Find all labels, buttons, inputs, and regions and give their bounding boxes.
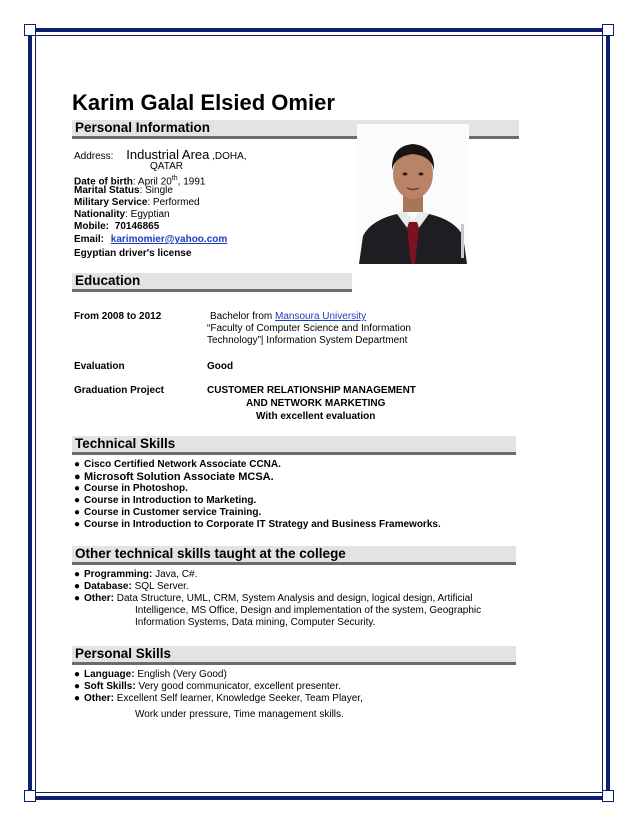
other-skills-list	[74, 569, 472, 605]
list-item	[74, 581, 472, 593]
soft-skills-value: Very good communicator, excellent presenter.	[135, 681, 341, 692]
degree-row	[210, 311, 366, 323]
bullet-icon: ●	[74, 483, 81, 494]
bullet-icon: ●	[74, 507, 81, 518]
programming-value: Java, C#.	[152, 569, 198, 580]
list-item	[74, 495, 441, 507]
email-row	[74, 234, 227, 246]
address-value: Industrial Area	[126, 147, 210, 162]
skill-text: Course in Introduction to Corporate IT Strategy and Business Frameworks.	[84, 519, 441, 530]
soft-skills-label: Soft Skills:	[84, 681, 136, 692]
list-item	[74, 471, 441, 483]
bullet-icon: ●	[74, 471, 81, 483]
bullet-icon: ●	[74, 495, 81, 506]
list-item	[74, 693, 363, 705]
language-value: English (Very Good)	[134, 669, 227, 680]
list-item	[74, 569, 472, 581]
dob-label: Date of birth	[74, 176, 133, 188]
profile-photo	[357, 124, 469, 264]
nationality-value: : Egyptian	[125, 209, 170, 220]
bullet-icon: ●	[74, 569, 81, 580]
marital-value: : Single	[139, 185, 173, 196]
other-line-3: Information Systems, Data mining, Computer Security.	[135, 617, 376, 628]
technical-skills-list	[74, 459, 441, 531]
degree-prefix: Bachelor from	[210, 311, 276, 322]
address-label: Address:	[74, 151, 114, 162]
corner-ornament	[602, 790, 614, 802]
list-item	[74, 593, 472, 605]
nationality-label: Nationality	[74, 209, 126, 220]
section-technical-skills: Technical Skills	[72, 436, 516, 455]
personal-other-line-2: Work under pressure, Time management skills.	[135, 709, 344, 720]
military-row	[74, 197, 200, 209]
other-label: Other:	[84, 593, 114, 604]
mobile-value: 70146865	[114, 221, 160, 232]
list-item	[74, 507, 441, 519]
database-label: Database:	[84, 581, 132, 592]
language-label: Language:	[84, 669, 135, 680]
personal-skills-list	[74, 669, 363, 705]
skill-text: Course in Customer service Training.	[84, 507, 262, 518]
marital-label: Marital Status	[74, 185, 140, 196]
list-item	[74, 681, 363, 693]
dob-suffix: th	[171, 175, 178, 182]
bullet-icon: ●	[74, 593, 81, 604]
university-link[interactable]: Mansoura University	[275, 311, 367, 322]
bullet-icon: ●	[74, 581, 81, 592]
bullet-icon: ●	[74, 681, 81, 692]
list-item	[74, 483, 441, 495]
dob-year: , 1991	[177, 176, 206, 188]
skill-text: Course in Photoshop.	[84, 483, 188, 494]
section-personal-skills: Personal Skills	[72, 646, 516, 665]
candidate-name: Karim Galal Elsied Omier	[72, 90, 335, 115]
military-label: Military Service	[74, 197, 148, 208]
bullet-icon: ●	[74, 693, 81, 704]
corner-ornament	[24, 790, 36, 802]
list-item	[74, 669, 363, 681]
nationality-row	[74, 209, 170, 221]
project-line-2: AND NETWORK MARKETING	[246, 398, 386, 409]
license-text: Egyptian driver's license	[74, 248, 192, 259]
faculty-line-1: “Faculty of Computer Science and Information	[207, 323, 411, 334]
skill-text: Microsoft Solution Associate MCSA.	[84, 471, 274, 483]
bullet-icon: ●	[74, 669, 81, 680]
personal-other-line-1: Excellent Self learner, Knowledge Seeker, Team Player,	[114, 693, 363, 704]
skill-text: Cisco Certified Network Associate CCNA.	[84, 459, 281, 470]
corner-ornament	[24, 24, 36, 36]
other-line-2: Intelligence, MS Office, Design and implementation of the system, Geographic	[135, 605, 482, 616]
list-item	[74, 519, 441, 531]
other-line-1: Data Structure, UML, CRM, System Analysis and design, logical design, Artificial	[114, 593, 473, 604]
military-value: : Performed	[147, 197, 200, 208]
faculty-line-2: Technology”| Information System Department	[207, 335, 408, 346]
project-line-3: With excellent evaluation	[256, 411, 376, 422]
bullet-icon: ●	[74, 519, 81, 530]
address-country: QATAR	[150, 161, 183, 172]
email-label: Email:	[74, 234, 105, 245]
section-education: Education	[72, 273, 352, 292]
email-link[interactable]: karimomier@yahoo.com	[110, 234, 228, 245]
address-city: ,DOHA,	[212, 151, 247, 162]
mobile-row	[74, 221, 159, 233]
database-value: SQL Server.	[131, 581, 189, 592]
programming-label: Programming:	[84, 569, 153, 580]
evaluation-value: Good	[207, 361, 234, 372]
section-other-technical-skills: Other technical skills taught at the college	[72, 546, 516, 565]
skill-text: Course in Introduction to Marketing.	[84, 495, 257, 506]
personal-other-label: Other:	[84, 693, 114, 704]
section-personal-information: Personal Information	[72, 120, 519, 139]
evaluation-label: Evaluation	[74, 361, 125, 372]
project-label: Graduation Project	[74, 385, 165, 396]
corner-ornament	[602, 24, 614, 36]
project-line-1: CUSTOMER RELATIONSHIP MANAGEMENT	[207, 385, 416, 396]
list-item	[74, 459, 441, 471]
mobile-label: Mobile:	[74, 221, 109, 232]
dob-value: : April 20	[132, 176, 172, 188]
bullet-icon: ●	[74, 459, 81, 470]
marital-row	[74, 185, 173, 197]
education-period: From 2008 to 2012	[74, 311, 162, 322]
